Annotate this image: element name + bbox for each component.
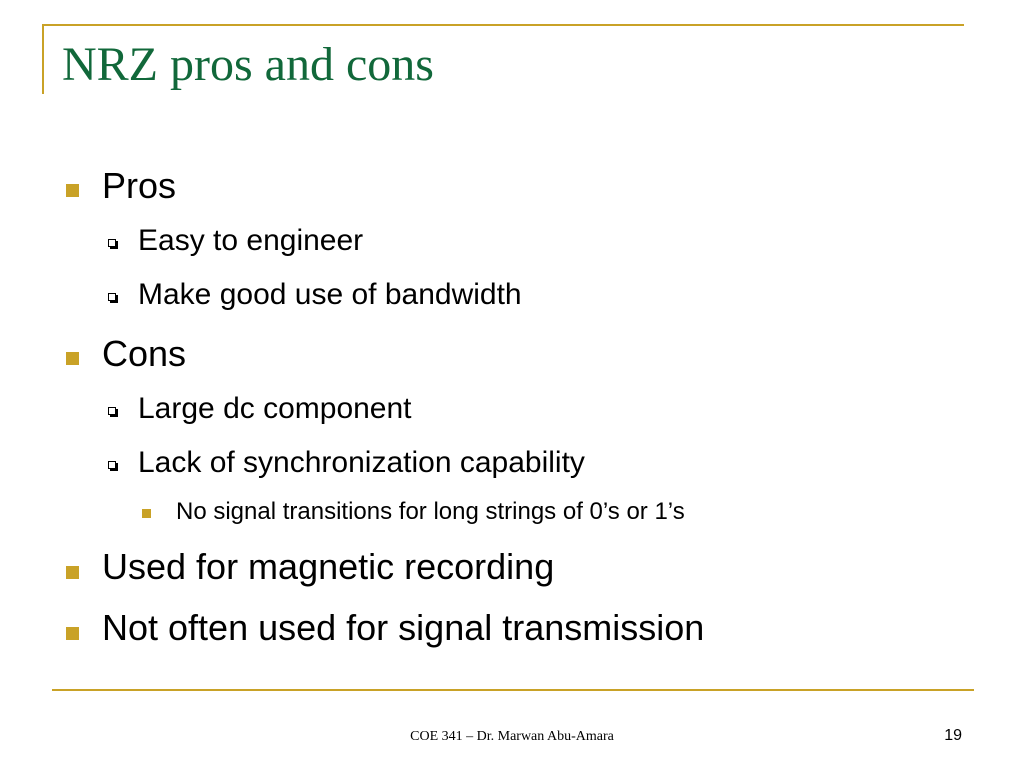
bullet-dc-component: Large dc component [138, 392, 412, 425]
bullet-synchronization: Lack of synchronization capability [138, 446, 585, 479]
bullet-pros: Pros [102, 165, 177, 206]
filled-square-bullet-icon [66, 352, 79, 365]
footer-text: COE 341 – Dr. Marwan Abu-Amara [410, 729, 614, 744]
footer-divider [52, 689, 974, 691]
hollow-square-bullet-icon [108, 407, 116, 415]
filled-square-bullet-icon [66, 566, 79, 579]
hollow-square-bullet-icon [108, 293, 116, 301]
bullet-bandwidth: Make good use of bandwidth [138, 278, 522, 311]
slide-title: NRZ pros and cons [62, 38, 434, 91]
filled-square-bullet-icon [66, 627, 79, 640]
page-number: 19 [944, 727, 962, 744]
filled-square-bullet-icon [142, 509, 151, 518]
hollow-square-bullet-icon [108, 461, 116, 469]
bullet-cons: Cons [102, 333, 187, 374]
filled-square-bullet-icon [66, 184, 79, 197]
hollow-square-bullet-icon [108, 239, 116, 247]
bullet-magnetic-recording: Used for magnetic recording [102, 546, 555, 587]
bullet-signal-transmission: Not often used for signal transmission [102, 607, 705, 648]
bullet-easy-to-engineer: Easy to engineer [138, 224, 364, 257]
bullet-no-transitions: No signal transitions for long strings of 0’s or 1’s [176, 498, 685, 525]
